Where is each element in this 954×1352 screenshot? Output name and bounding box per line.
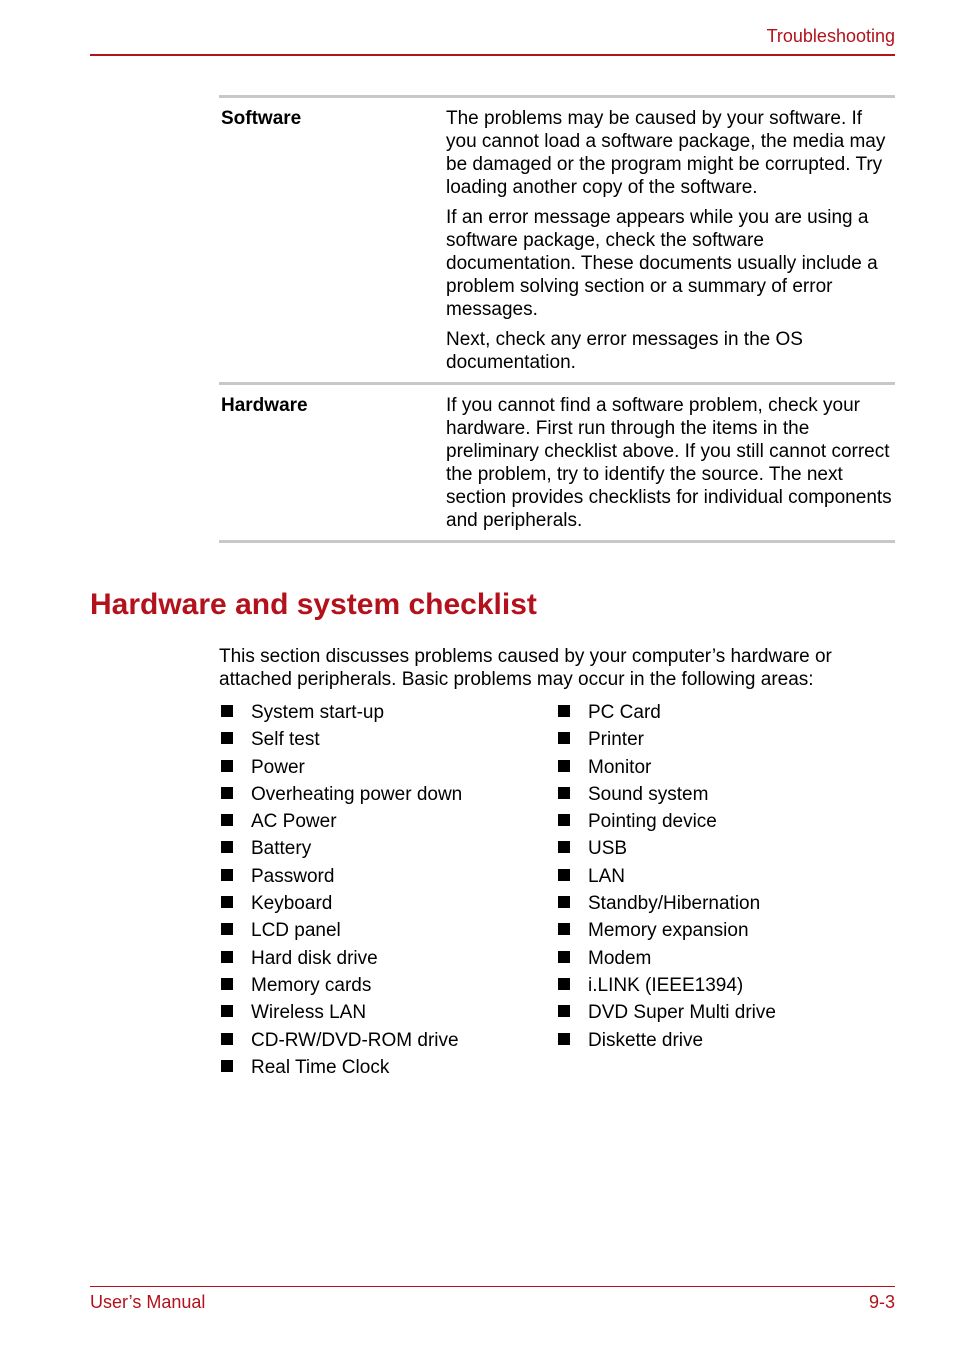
checklist-item bbox=[558, 726, 776, 753]
square-bullet-icon bbox=[558, 814, 570, 826]
square-bullet-icon bbox=[558, 923, 570, 935]
checklist-item-label: Real Time Clock bbox=[251, 1056, 390, 1078]
checklist-item-label: Standby/Hibernation bbox=[588, 893, 761, 915]
footer-manual-title: User’s Manual bbox=[90, 1292, 206, 1312]
page-number: 9-3 bbox=[868, 1292, 895, 1312]
checklist-item-label: i.LINK (IEEE1394) bbox=[588, 974, 744, 996]
square-bullet-icon bbox=[221, 951, 233, 963]
checklist-item-label: Printer bbox=[588, 729, 644, 751]
square-bullet-icon bbox=[221, 1005, 233, 1017]
checklist-item-label: LCD panel bbox=[251, 920, 341, 942]
section-heading: Hardware and system checklist bbox=[90, 588, 537, 621]
square-bullet-icon bbox=[221, 896, 233, 908]
square-bullet-icon bbox=[221, 841, 233, 853]
checklist-item-label: Memory cards bbox=[251, 974, 372, 996]
checklist-item bbox=[558, 972, 776, 999]
header-rule bbox=[90, 54, 895, 56]
square-bullet-icon bbox=[221, 732, 233, 744]
checklist-item bbox=[221, 1027, 462, 1054]
row-description bbox=[446, 107, 895, 374]
checklist-item bbox=[221, 999, 462, 1026]
checklist-item bbox=[221, 781, 462, 808]
square-bullet-icon bbox=[221, 1060, 233, 1072]
checklist-item bbox=[558, 835, 776, 862]
checklist-item-label: System start-up bbox=[251, 702, 385, 723]
square-bullet-icon bbox=[558, 732, 570, 744]
square-bullet-icon bbox=[221, 787, 233, 799]
square-bullet-icon bbox=[221, 923, 233, 935]
checklist-item bbox=[558, 808, 776, 835]
section-intro: This section discusses problems caused by your computer’s hardware or attached peripherals. Basic problems may occur in the following areas: bbox=[219, 646, 832, 690]
checklist-item bbox=[221, 863, 462, 890]
row-label: Software bbox=[221, 108, 302, 129]
checklist-left-column bbox=[221, 699, 462, 1081]
checklist-item-label: Password bbox=[251, 865, 335, 887]
checklist-item-label: Keyboard bbox=[251, 893, 333, 915]
checklist-item bbox=[221, 726, 462, 753]
troubleshooting-table bbox=[219, 95, 895, 543]
checklist-item-label: Hard disk drive bbox=[251, 947, 378, 969]
checklist-item-label: Self test bbox=[251, 729, 320, 751]
checklist-item-label: Wireless LAN bbox=[251, 1002, 367, 1024]
square-bullet-icon bbox=[558, 705, 570, 717]
checklist-item bbox=[558, 754, 776, 781]
checklist-item-label: Battery bbox=[251, 838, 312, 860]
square-bullet-icon bbox=[558, 787, 570, 799]
description-paragraph: If you cannot find a software problem, check your hardware. First run through the items in the preliminary checklist above. If you still cannot correct the problem, try to identify the source. The next section provides checklists for individual components and peripherals. bbox=[446, 395, 892, 531]
checklist-item bbox=[558, 781, 776, 808]
square-bullet-icon bbox=[221, 760, 233, 772]
checklist-item bbox=[558, 999, 776, 1026]
square-bullet-icon bbox=[558, 978, 570, 990]
checklist-item-label: Diskette drive bbox=[588, 1029, 704, 1051]
checklist-item-label: CD-RW/DVD-ROM drive bbox=[251, 1029, 459, 1051]
description-paragraph: If an error message appears while you are using a software package, check the software documentation. These documents usually include a problem solving section or a summary of error messages. bbox=[446, 207, 878, 320]
square-bullet-icon bbox=[221, 705, 233, 717]
square-bullet-icon bbox=[558, 760, 570, 772]
checklist-item-label: DVD Super Multi drive bbox=[588, 1002, 776, 1024]
checklist-item bbox=[558, 863, 776, 890]
checklist-item-label: Sound system bbox=[588, 783, 709, 805]
checklist-item bbox=[558, 699, 776, 726]
square-bullet-icon bbox=[221, 869, 233, 881]
checklist-item-label: Modem bbox=[588, 947, 652, 969]
checklist-item bbox=[558, 945, 776, 972]
checklist-item bbox=[221, 699, 462, 726]
checklist-item bbox=[221, 808, 462, 835]
row-description bbox=[446, 394, 895, 532]
square-bullet-icon bbox=[221, 1033, 233, 1045]
square-bullet-icon bbox=[558, 841, 570, 853]
checklist-item bbox=[221, 945, 462, 972]
square-bullet-icon bbox=[558, 951, 570, 963]
checklist-item bbox=[221, 972, 462, 999]
table-row-hardware bbox=[219, 382, 895, 543]
table-row-software bbox=[219, 95, 895, 382]
checklist-item bbox=[558, 917, 776, 944]
checklist-item bbox=[558, 1027, 776, 1054]
description-paragraph: The problems may be caused by your software. If you cannot load a software package, the media may be damaged or the program might be corrupted. Try loading another copy of the software. bbox=[446, 108, 886, 198]
checklist-item bbox=[221, 754, 462, 781]
checklist-item-label: USB bbox=[588, 838, 628, 860]
checklist-item-label: Overheating power down bbox=[251, 783, 463, 805]
square-bullet-icon bbox=[221, 814, 233, 826]
square-bullet-icon bbox=[558, 896, 570, 908]
checklist-item-label: AC Power bbox=[251, 811, 337, 833]
checklist-right-column bbox=[558, 699, 776, 1054]
checklist-item-label: Memory expansion bbox=[588, 920, 749, 942]
checklist-item-label: LAN bbox=[588, 865, 625, 887]
square-bullet-icon bbox=[558, 1033, 570, 1045]
checklist-item bbox=[221, 835, 462, 862]
square-bullet-icon bbox=[221, 978, 233, 990]
checklist-item-label: Pointing device bbox=[588, 811, 717, 833]
checklist-item-label: Monitor bbox=[588, 756, 652, 778]
square-bullet-icon bbox=[558, 1005, 570, 1017]
row-label: Hardware bbox=[221, 395, 308, 416]
checklist-item-label: Power bbox=[251, 756, 305, 778]
checklist-item bbox=[221, 890, 462, 917]
square-bullet-icon bbox=[558, 869, 570, 881]
footer-rule bbox=[90, 1286, 895, 1287]
checklist-item-label: PC Card bbox=[588, 702, 661, 723]
checklist-item bbox=[221, 917, 462, 944]
checklist-item bbox=[221, 1054, 462, 1081]
description-paragraph: Next, check any error messages in the OS documentation. bbox=[446, 329, 803, 373]
running-header: Troubleshooting bbox=[766, 26, 895, 46]
checklist-item bbox=[558, 890, 776, 917]
